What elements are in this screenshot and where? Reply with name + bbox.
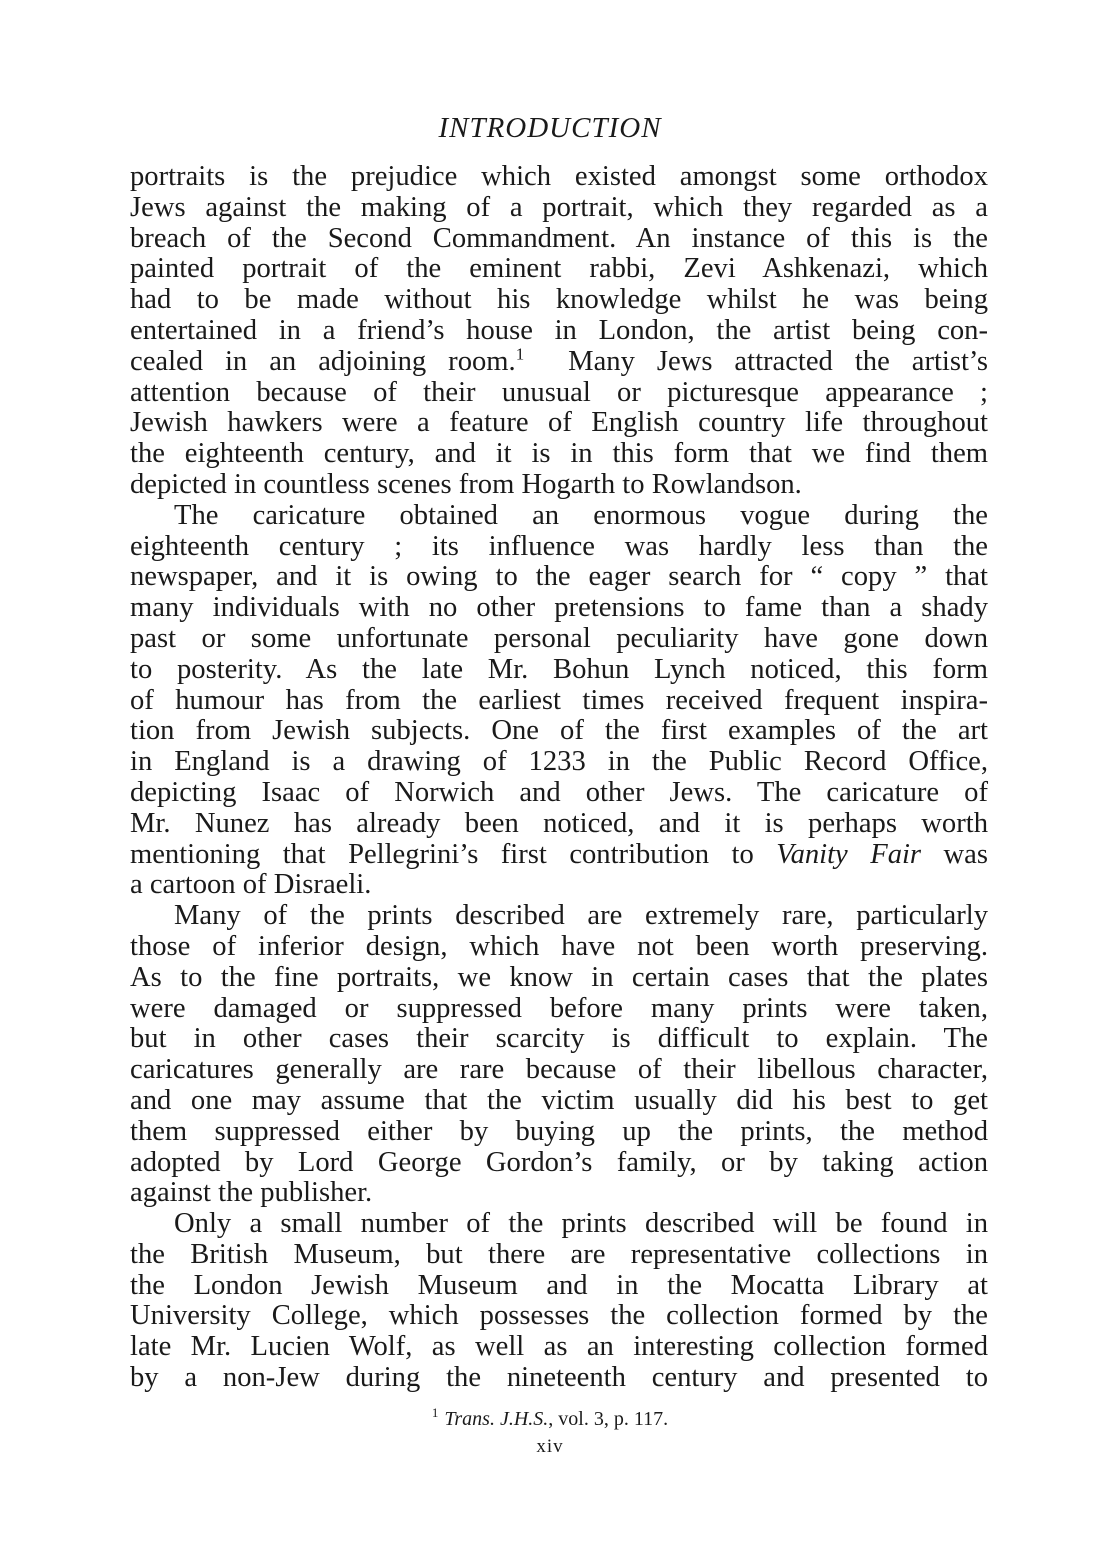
text-line: the London Jewish Museum and in the Mocatta Library at — [130, 1269, 988, 1301]
text-line: had to be made without his knowledge whilst he was being — [130, 284, 988, 316]
footnote-reference: 1 — [515, 344, 525, 364]
text-line: Jewish hawkers were a feature of English country life throughout — [130, 407, 988, 439]
footnote-source: Trans. J.H.S. — [444, 1408, 549, 1430]
text-line: the eighteenth century, and it is in this form that we find them — [130, 438, 988, 470]
text-line: depicting Isaac of Norwich and other Jews. The caricature of — [130, 776, 988, 808]
text-line: those of inferior design, which have not been worth preserving. — [130, 930, 988, 962]
text-line: breach of the Second Commandment. An instance of this is the — [130, 222, 988, 254]
text-line: Only a small number of the prints described will be found in — [174, 1208, 988, 1240]
footnote-mark: 1 — [431, 1405, 439, 1421]
text-line: entertained in a friend’s house in London, the artist being con- — [130, 314, 988, 346]
text-line: in England is a drawing of 1233 in the Public Record Office, — [130, 746, 988, 778]
text-line: depicted in countless scenes from Hogarth to Rowlandson. — [130, 468, 802, 500]
text-line: The caricature obtained an enormous vogue during the — [174, 499, 988, 531]
text-line: tion from Jewish subjects. One of the first examples of the art — [130, 715, 988, 747]
body-text — [130, 162, 988, 1394]
text-line: newspaper, and it is owing to the eager search for “ copy ” that — [130, 561, 988, 593]
text-fragment: Many Jews attracted the artist’s — [524, 345, 988, 377]
text-line: attention because of their unusual or picturesque appearance ; — [130, 376, 988, 408]
text-line: caricatures generally are rare because of their libellous character, — [130, 1054, 988, 1086]
text-line: late Mr. Lucien Wolf, as well as an interesting collection formed — [130, 1331, 988, 1363]
running-head: INTRODUCTION — [438, 112, 662, 144]
text-fragment: was — [921, 838, 989, 870]
italic-title: Vanity Fair — [776, 838, 922, 870]
footnote-text: , vol. 3, p. 117. — [548, 1408, 669, 1430]
text-line: University College, which possesses the collection formed by the — [130, 1300, 988, 1332]
text-line — [130, 840, 988, 871]
text-line: Many of the prints described are extremely rare, particularly — [174, 900, 988, 932]
page-number: xiv — [536, 1436, 564, 1457]
text-line: many individuals with no other pretensions to fame than a shady — [130, 592, 988, 624]
text-line: Mr. Nunez has already been noticed, and it is perhaps worth — [130, 807, 988, 839]
text-line: As to the fine portraits, we know in certain cases that the plates — [130, 961, 988, 993]
text-line: but in other cases their scarcity is difficult to explain. The — [130, 1023, 988, 1055]
text-line: them suppressed either by buying up the prints, the method — [130, 1115, 988, 1147]
text-line: Jews against the making of a portrait, which they regarded as a — [130, 191, 988, 223]
text-fragment: mentioning that Pellegrini’s first contribution to — [130, 838, 777, 870]
text-line: portraits is the prejudice which existed amongst some orthodox — [130, 161, 988, 192]
footnote — [0, 1405, 1100, 1431]
text-line: painted portrait of the eminent rabbi, Zevi Ashkenazi, which — [130, 253, 988, 285]
text-line: of humour has from the earliest times received frequent inspira- — [130, 684, 988, 716]
text-line: to posterity. As the late Mr. Bohun Lynch noticed, this form — [130, 653, 988, 685]
text-line: adopted by Lord George Gordon’s family, or by taking action — [130, 1146, 988, 1178]
text-line: and one may assume that the victim usually did his best to get — [130, 1084, 988, 1116]
text-line: against the publisher. — [130, 1177, 373, 1209]
text-line — [130, 344, 988, 378]
text-line: were damaged or suppressed before many prints were taken, — [130, 992, 988, 1024]
text-line: by a non-Jew during the nineteenth century and presented to — [130, 1362, 988, 1394]
text-line: a cartoon of Disraeli. — [130, 869, 372, 901]
text-fragment: cealed in an adjoining room. — [130, 345, 516, 377]
text-line: eighteenth century ; its influence was hardly less than the — [130, 530, 988, 562]
text-line: past or some unfortunate personal peculiarity have gone down — [130, 622, 988, 654]
text-line: the British Museum, but there are representative collections in — [130, 1238, 988, 1270]
